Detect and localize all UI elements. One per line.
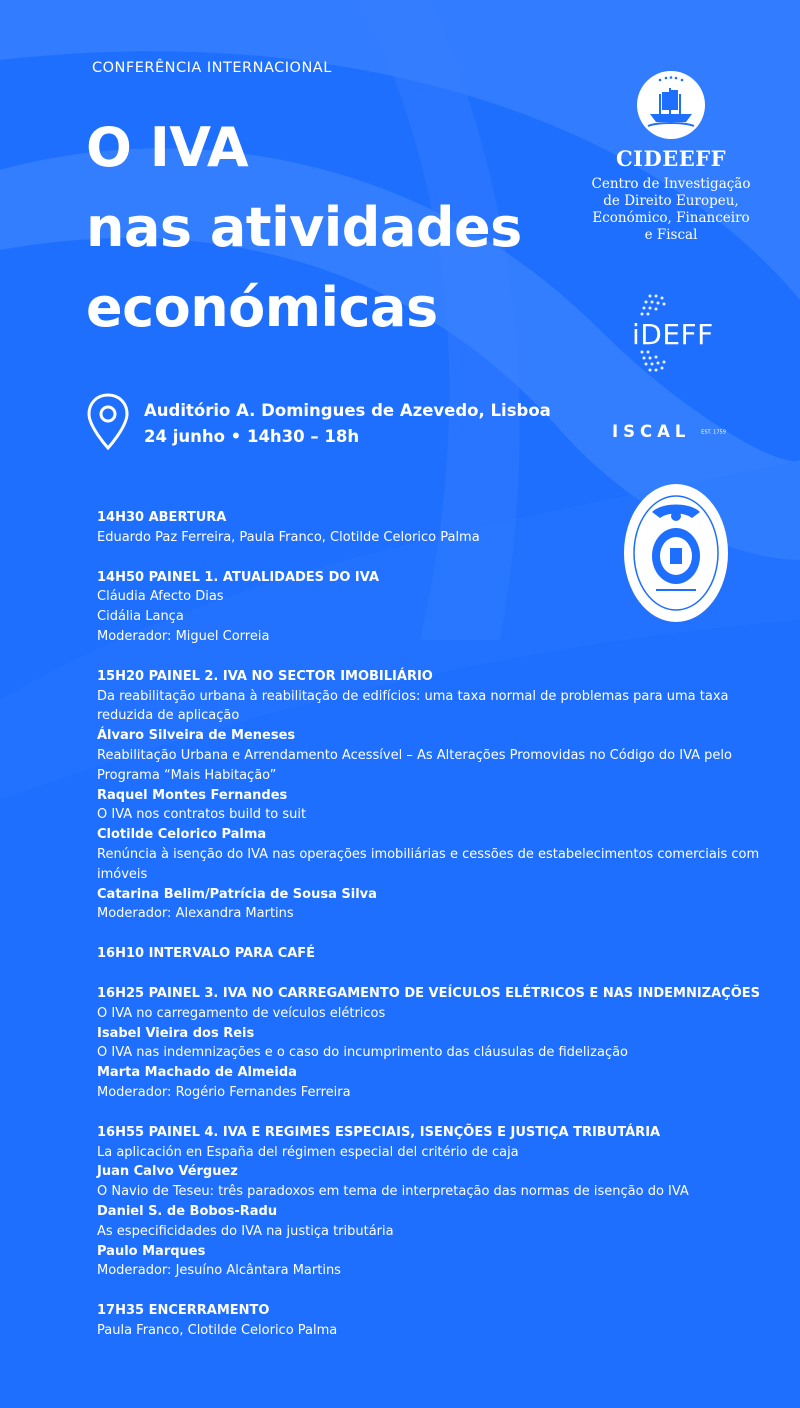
program-session: [97, 1123, 767, 1281]
session-heading: 17H35 ENCERRAMENTO: [97, 1303, 270, 1319]
session-line: As especificidades do IVA na justiça tributária: [97, 1223, 394, 1239]
location-pin-icon: [86, 392, 130, 452]
speaker-name: Catarina Belim/Patrícia de Sousa Silva: [97, 886, 377, 902]
session-line: Renúncia à isenção do IVA nas operações imobiliárias e cessões de estabelecimentos comerciais com imóveis: [97, 846, 760, 882]
session-line: Moderador: Miguel Correia: [97, 628, 270, 644]
session-line: O IVA no carregamento de veículos elétricos: [97, 1005, 386, 1021]
program-session: [97, 944, 767, 964]
session-line: Moderador: Alexandra Martins: [97, 906, 294, 922]
session-line: Da reabilitação urbana à reabilitação de edifícios: uma taxa normal de problemas para uma taxa reduzida de aplicação: [97, 688, 729, 724]
session-line: Eduardo Paz Ferreira, Paula Franco, Clotilde Celorico Palma: [97, 529, 480, 545]
cideeff-name: CIDEEFF: [615, 146, 727, 171]
cideeff-desc-line: de Direito Europeu,: [603, 193, 739, 209]
session-line: Moderador: Rogério Fernandes Ferreira: [97, 1084, 351, 1100]
title-line: económicas: [86, 276, 438, 339]
session-line: La aplicación en España del régimen especial del critério de caja: [97, 1144, 519, 1160]
program-session: [97, 984, 767, 1103]
title-line: O IVA: [86, 116, 249, 179]
venue-location: Auditório A. Domingues de Azevedo, Lisboa: [144, 401, 551, 420]
session-line: Reabilitação Urbana e Arrendamento Acessível – As Alterações Promovidas no Código do IVA pelo Programa “Mais Habitação”: [97, 747, 732, 783]
speaker-name: Raquel Montes Fernandes: [97, 787, 288, 803]
event-date-time: 24 junho • 14h30 – 18h: [144, 427, 360, 446]
speaker-name: Paulo Marques: [97, 1243, 206, 1259]
ideeff-logo-text: iDEFF: [632, 318, 714, 351]
event-kicker: CONFERÊNCIA INTERNACIONAL: [92, 60, 332, 76]
session-heading: 14H30 ABERTURA: [97, 510, 227, 525]
session-line: O IVA nas indemnizações e o caso do incumprimento das cláusulas de fidelização: [97, 1045, 629, 1061]
cideeff-desc-line: Centro de Investigação: [591, 176, 751, 192]
title-line: nas atividades: [86, 196, 522, 259]
program-session: [97, 508, 767, 548]
program-session: [97, 667, 767, 924]
session-line: Moderador: Jesuíno Alcântara Martins: [97, 1263, 341, 1279]
speaker-name: Clotilde Celorico Palma: [97, 827, 267, 843]
speaker-name: Álvaro Silveira de Meneses: [97, 728, 296, 744]
speaker-name: Juan Calvo Vérguez: [97, 1164, 238, 1180]
speaker-name: Daniel S. de Bobos-Radu: [97, 1203, 278, 1219]
cideeff-desc-line: e Fiscal: [644, 227, 698, 243]
program-session: [97, 568, 767, 647]
session-heading: 16H25 PAINEL 3. IVA NO CARREGAMENTO DE VEÍCULOS ELÉTRICOS E NAS INDEMNIZAÇÕES: [97, 985, 761, 1001]
event-title: [86, 108, 586, 348]
ship-emblem-icon: [636, 70, 706, 140]
program-session: [97, 1301, 767, 1341]
session-line: Cláudia Afecto Dias: [97, 589, 224, 605]
speaker-name: Marta Machado de Almeida: [97, 1065, 297, 1081]
program-schedule: [97, 508, 767, 1361]
session-heading: 16H10 INTERVALO PARA CAFÉ: [97, 946, 316, 962]
cideeff-description: [580, 176, 762, 244]
iscal-logo: [612, 422, 726, 441]
venue-text: [144, 398, 551, 450]
session-heading: 16H55 PAINEL 4. IVA E REGIMES ESPECIAIS, ISENÇÕES E JUSTIÇA TRIBUTÁRIA: [97, 1124, 661, 1140]
speaker-name: Isabel Vieira dos Reis: [97, 1025, 255, 1041]
session-line: O IVA nos contratos build to suit: [97, 807, 307, 823]
session-heading: 14H50 PAINEL 1. ATUALIDADES DO IVA: [97, 569, 380, 585]
cideeff-desc-line: Económico, Financeiro: [592, 210, 750, 226]
session-line: O Navio de Teseu: três paradoxos em tema de interpretação das normas de isenção do IVA: [97, 1184, 689, 1200]
session-line: Cidália Lança: [97, 609, 184, 625]
iscal-logo-text: ISCAL: [612, 422, 691, 441]
iscal-est-text: EST. 1759: [701, 429, 726, 436]
session-line: Paula Franco, Clotilde Celorico Palma: [97, 1322, 338, 1338]
session-heading: 15H20 PAINEL 2. IVA NO SECTOR IMOBILIÁRIO: [97, 668, 433, 684]
